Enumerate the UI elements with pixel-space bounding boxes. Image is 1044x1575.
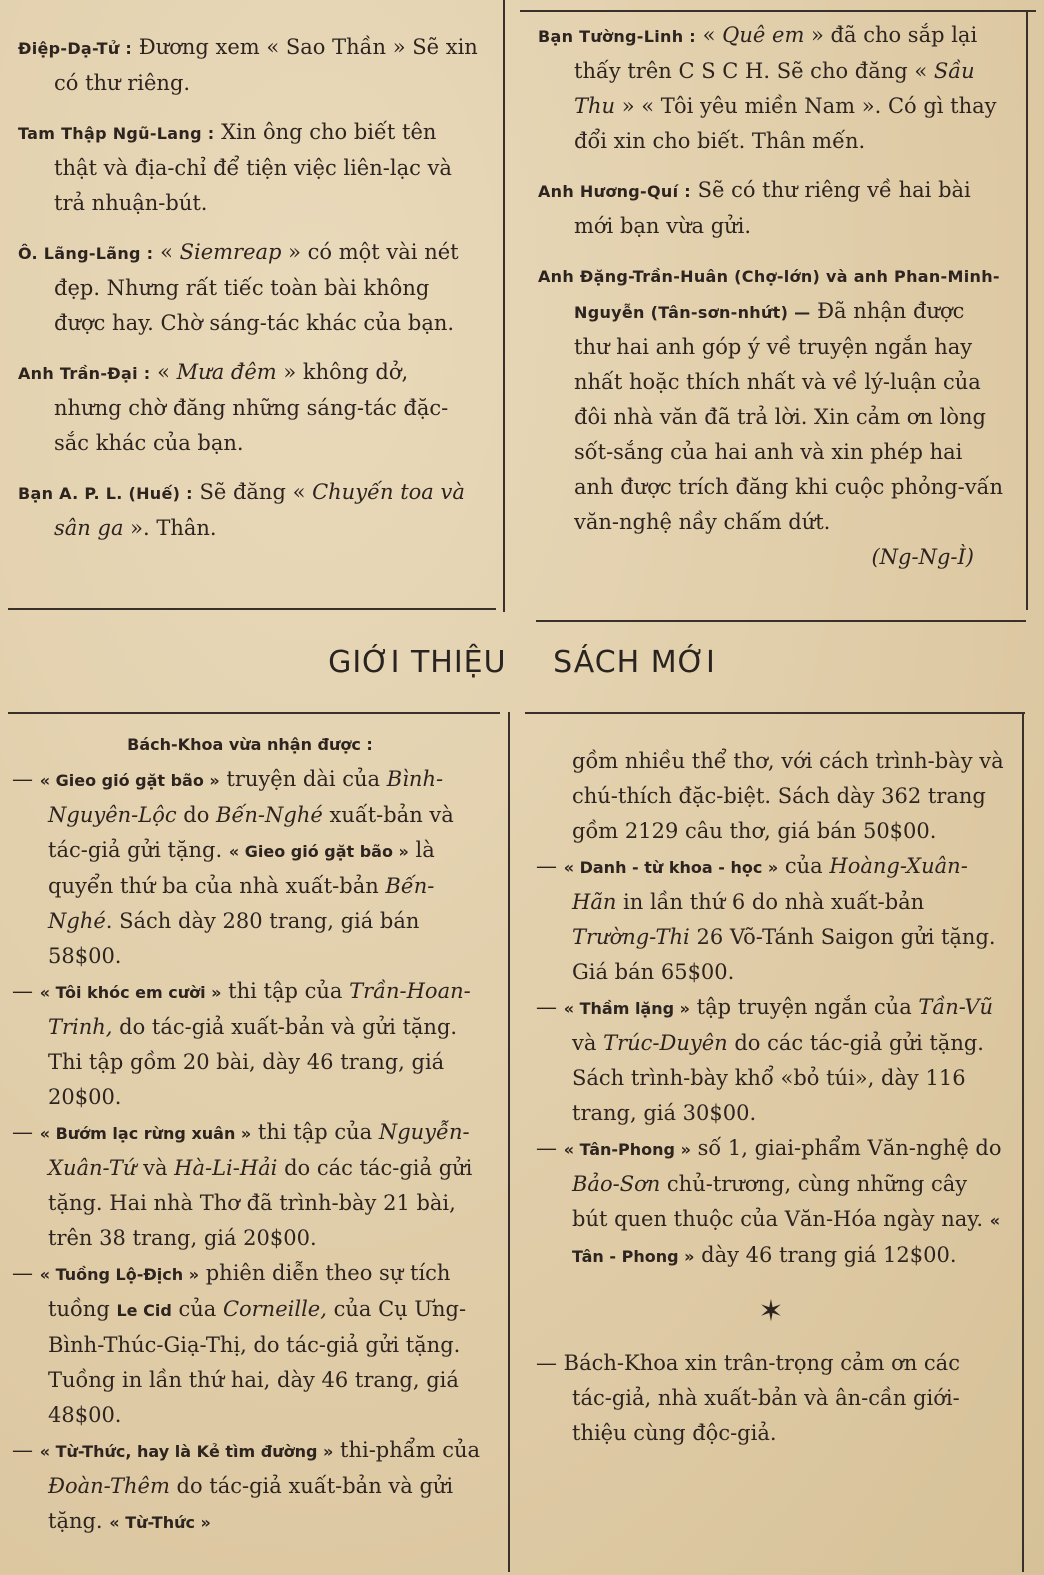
- letter-danghuan: Anh Đặng-Trần-Huân (Chợ-lớn) và anh Phan-Minh-Nguyễn (Tân-sơn-nhứt) — Đã nhận được thư hai anh góp ý về truyện ngắn hay nhất hoặc thích nhất và về lý-luận của đôi nhà văn đã trả lời. Xin cảm ơn lòng sốt-sắng của hai anh và xin phép hai anh được trích đăng khi cuộc phỏng-vấn văn-nghệ nầy chấm dứt.: [538, 267, 1003, 534]
- book-continuation: gồm nhiều thể thơ, với cách trình-bày và chú-thích đặc-biệt. Sách dày 362 trang gồm 2129 câu thơ, giá bán 50$00.: [572, 749, 1004, 843]
- column-divider-top: [503, 0, 505, 612]
- rule-top-right: [536, 620, 1026, 622]
- rule-top-edge-right: [520, 10, 1036, 12]
- letter-tamthap: Tam Thập Ngũ-Lang : Xin ông cho biết tên thật và địa-chỉ để tiện việc liên-lạc và trả nhuận-bút.: [18, 120, 452, 215]
- rule-books-right: [525, 712, 1025, 714]
- book-entry-danhtu: — « Danh - từ khoa - học » của Hoàng-Xuân-Hãn in lần thứ 6 do nhà xuất-bản Trường-Thi 26 Võ-Tánh Saigon gửi tặng. Giá bán 65$00.: [536, 854, 996, 984]
- letter-dieptu: Điệp-Dạ-Tử : Đương xem « Sao Thần » Sẽ xin có thư riêng.: [18, 35, 478, 95]
- letters-left-column: [18, 30, 482, 560]
- signature: (Ng-Ng-Ì): [871, 545, 974, 569]
- book-entry-tuonglodich: — « Tuồng Lộ-Địch » phiên diễn theo sự tích tuồng Le Cid của Corneille, của Cụ Ưng-Bình-Thúc-Giạ-Thị, do tác-giả gửi tặng. Tuồng in lần thứ hai, dày 46 trang, giá 48$00.: [12, 1261, 467, 1427]
- heading-word-2: SÁCH MỚI: [553, 645, 716, 680]
- book-entry-tuthuc: — « Từ-Thức, hay là Kẻ tìm đường » thi-phẩm của Đoàn-Thêm do tác-giả xuất-bản và gửi tặng. « Từ-Thức »: [12, 1438, 481, 1533]
- column-divider-bottom: [508, 712, 510, 1572]
- rule-books-left: [8, 712, 500, 714]
- section-heading: [0, 645, 1044, 680]
- book-entry-buomlac: — « Bướm lạc rừng xuân » thi tập của Nguyễn-Xuân-Tứ và Hà-Li-Hải do các tác-giả gửi tặng. Hai nhà Thơ đã trình-bày 21 bài, trên 38 trang, giá 20$00.: [12, 1120, 473, 1250]
- books-right-column: [536, 744, 1006, 1451]
- letter-tuonglinh: Bạn Tường-Linh : « Quê em » đã cho sắp lại thấy trên C S C H. Sẽ cho đăng « Sầu Thu » « Tôi yêu miền Nam ». Có gì thay đổi xin cho biết. Thân mến.: [538, 23, 997, 153]
- letters-right-column: [538, 18, 1004, 575]
- heading-word-1: GIỚI THIỆU: [328, 645, 507, 680]
- rule-top-left: [8, 608, 496, 610]
- column-divider-top-right: [1026, 10, 1028, 610]
- letter-huongqui: Anh Hương-Quí : Sẽ có thư riêng về hai bài mới bạn vừa gửi.: [538, 178, 971, 238]
- letter-langlang: Ô. Lãng-Lãng : « Siemreap » có một vài nét đẹp. Nhưng rất tiếc toàn bài không được hay. Chờ sáng-tác khác của bạn.: [18, 240, 459, 335]
- book-entry-gieogio: — « Gieo gió gặt bão » truyện dài của Bình-Nguyên-Lộc do Bến-Nghé xuất-bản và tác-giả gửi tặng. « Gieo gió gặt bão » là quyển thứ ba của nhà xuất-bản Bến-Nghé. Sách dày 280 trang, giá bán 58$00.: [12, 767, 454, 968]
- closing-note: — Bách-Khoa xin trân-trọng cảm ơn các tác-giả, nhà xuất-bản và ân-cần giới-thiệu cùng độc-giả.: [536, 1351, 960, 1445]
- column-divider-bottom-right: [1022, 712, 1024, 1572]
- book-entry-tanphong: — « Tân-Phong » số 1, giai-phẩm Văn-nghệ do Bảo-Sơn chủ-trương, cùng những cây bút quen thuộc của Văn-Hóa ngày nay. « Tân - Phong » dày 46 trang giá 12$00.: [536, 1136, 1002, 1267]
- book-entry-toikhoc: — « Tôi khóc em cười » thi tập của Trần-Hoan-Trinh, do tác-giả xuất-bản và gửi tặng. Thi tập gồm 20 bài, dày 46 trang, giá 20$00.: [12, 979, 471, 1109]
- letter-apl: Bạn A. P. L. (Huế) : Sẽ đăng « Chuyến toa và sân ga ». Thân.: [18, 480, 465, 540]
- books-left-column: [12, 726, 488, 1540]
- book-entry-thamlang: — « Thầm lặng » tập truyện ngắn của Tần-Vũ và Trúc-Duyên do các tác-giả gửi tặng. Sách trình-bày khổ «bỏ túi», dày 116 trang, giá 30$00.: [536, 995, 994, 1125]
- letter-trandai: Anh Trần-Đại : « Mưa đêm » không dở, nhưng chờ đăng những sáng-tác đặc-sắc khác của bạn.: [18, 360, 449, 455]
- star-ornament-icon: ✶: [758, 1294, 784, 1329]
- books-intro: Bách-Khoa vừa nhận được :: [127, 735, 373, 754]
